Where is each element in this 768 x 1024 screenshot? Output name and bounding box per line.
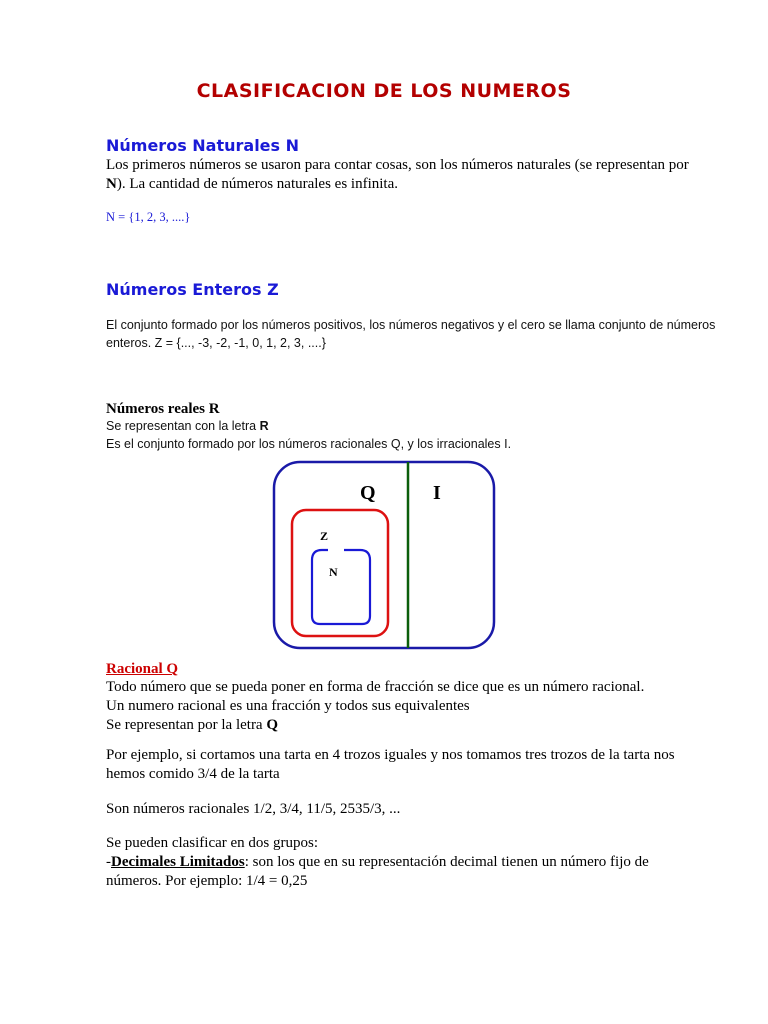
groups-intro: Se pueden clasificar en dos grupos: — [106, 835, 319, 851]
label-z: Z — [320, 529, 329, 543]
label-n: N — [329, 565, 338, 579]
racional-line3: Se representan por la letra — [106, 717, 267, 733]
racional-line1: Todo número que se pueda poner en forma de fracción se dice que es un número racional. — [106, 679, 645, 695]
naturales-bold-n: N — [106, 176, 117, 192]
paragraph-racional-list: Son números racionales 1/2, 3/4, 11/5, 2535/3, ... — [106, 801, 401, 817]
paragraph-racional-groups — [106, 834, 706, 891]
heading-enteros: Números Enteros Z — [106, 280, 279, 299]
label-i: I — [433, 482, 441, 504]
reales-line2: Es el conjunto formado por los números racionales Q, y los irracionales I. — [106, 437, 512, 451]
label-q: Q — [360, 482, 376, 504]
racional-bold-q: Q — [266, 717, 279, 733]
heading-naturales: Números Naturales N — [106, 136, 300, 155]
paragraph-reales — [106, 417, 726, 453]
number-sets-diagram — [268, 458, 500, 654]
page-title: CLASIFICACION DE LOS NUMEROS — [196, 80, 572, 102]
racional-line2: Un numero racional es una fracción y todos sus equivalentes — [106, 698, 470, 714]
paragraph-naturales — [106, 156, 706, 194]
reales-bold-r: R — [259, 419, 269, 433]
real-set-outline — [274, 462, 494, 648]
naturales-text-1: Los primeros números se usaron para contar cosas, son los números naturales (se representan por — [106, 157, 689, 173]
paragraph-racional-def — [106, 678, 706, 735]
heading-reales: Números reales R — [106, 401, 220, 417]
reales-line1: Se representan con la letra — [106, 419, 260, 433]
naturales-text-2: ). La cantidad de números naturales es infinita. — [116, 176, 398, 192]
z-set-outline — [292, 510, 388, 636]
decimales-limitados-text: : son los que en su representación decimal tienen un número fijo de números. Por ejemplo: 1/4 = 0,25 — [106, 854, 649, 889]
decimales-dash: - — [106, 854, 111, 870]
naturales-set: N = {1, 2, 3, ....} — [106, 210, 191, 224]
heading-racional: Racional Q — [106, 661, 179, 677]
paragraph-racional-example: Por ejemplo, si cortamos una tarta en 4 trozos iguales y nos tomamos tres trozos de la tarta nos hemos comido 3/4 de la tarta — [106, 747, 675, 782]
decimales-limitados-title: Decimales Limitados — [111, 854, 245, 870]
n-set-outline — [312, 550, 370, 624]
paragraph-enteros: El conjunto formado por los números positivos, los números negativos y el cero se llama conjunto de números enteros. Z = {..., -3, -2, -1, 0, 1, 2, 3, ....} — [106, 318, 716, 350]
